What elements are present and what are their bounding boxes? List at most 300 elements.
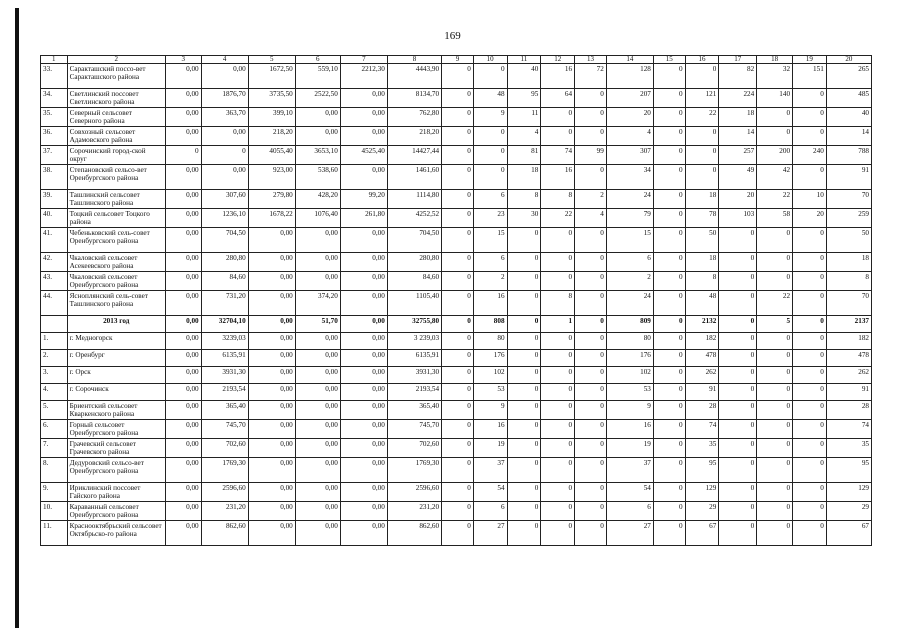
value-cell: 84,60 xyxy=(201,272,248,291)
table-row xyxy=(41,108,872,127)
value-cell: 0 xyxy=(575,272,607,291)
value-cell: 0 xyxy=(685,165,719,190)
value-cell: 0 xyxy=(757,458,793,483)
value-cell: 0 xyxy=(719,253,757,272)
value-cell: 32704,10 xyxy=(201,316,248,333)
value-cell: 0 xyxy=(653,483,685,502)
value-cell: 29 xyxy=(685,502,719,521)
value-cell: 0 xyxy=(793,165,827,190)
value-cell: 32 xyxy=(757,64,793,89)
value-cell: 0 xyxy=(575,420,607,439)
table-row xyxy=(41,458,872,483)
value-cell: 4 xyxy=(575,209,607,228)
value-cell: 79 xyxy=(606,209,653,228)
value-cell: 8134,70 xyxy=(387,89,441,108)
value-cell: 19 xyxy=(606,439,653,458)
value-cell: 0 xyxy=(575,350,607,367)
value-cell: 0 xyxy=(653,333,685,350)
value-cell: 1678,22 xyxy=(248,209,295,228)
value-cell: 23 xyxy=(473,209,507,228)
value-cell: 0,00 xyxy=(248,401,295,420)
value-cell: 0,00 xyxy=(165,253,201,272)
value-cell: 0 xyxy=(793,350,827,367)
value-cell: 0 xyxy=(757,228,793,253)
value-cell: 0 xyxy=(165,146,201,165)
value-cell: 478 xyxy=(826,350,871,367)
value-cell: 0 xyxy=(653,458,685,483)
value-cell: 3 239,03 xyxy=(387,333,441,350)
value-cell: 218,20 xyxy=(248,127,295,146)
value-cell: 0 xyxy=(575,228,607,253)
column-header-20: 20 xyxy=(826,56,871,64)
value-cell: 745,70 xyxy=(201,420,248,439)
value-cell: 0,00 xyxy=(340,483,387,502)
territory-name-cell: Сорочинский город-ской округ xyxy=(67,146,165,165)
value-cell: 0,00 xyxy=(340,384,387,401)
value-cell: 0,00 xyxy=(340,291,387,316)
value-cell: 0,00 xyxy=(295,502,340,521)
value-cell: 0 xyxy=(719,291,757,316)
value-cell: 102 xyxy=(606,367,653,384)
territory-name-cell: Чкаловский сельсовет Асекеевского района xyxy=(67,253,165,272)
territory-name-cell: Горный сельсовет Оренбургского района xyxy=(67,420,165,439)
value-cell: 29 xyxy=(826,502,871,521)
territory-name-cell: Чкаловский сельсовет Оренбургского района xyxy=(67,272,165,291)
value-cell: 0 xyxy=(757,108,793,127)
value-cell: 0 xyxy=(653,253,685,272)
value-cell: 74 xyxy=(826,420,871,439)
value-cell: 103 xyxy=(719,209,757,228)
value-cell: 0 xyxy=(442,350,474,367)
value-cell: 15 xyxy=(473,228,507,253)
value-cell: 0 xyxy=(719,350,757,367)
page-number: 169 xyxy=(444,30,461,42)
value-cell: 14427,44 xyxy=(387,146,441,165)
value-cell: 3931,30 xyxy=(387,367,441,384)
value-cell: 0 xyxy=(653,108,685,127)
table-row xyxy=(41,483,872,502)
value-cell: 0 xyxy=(719,384,757,401)
value-cell: 0 xyxy=(757,333,793,350)
value-cell: 3239,03 xyxy=(201,333,248,350)
value-cell: 923,00 xyxy=(248,165,295,190)
value-cell: 259 xyxy=(826,209,871,228)
column-header-1: 1 xyxy=(41,56,68,64)
territory-name-cell: г. Оренбург xyxy=(67,350,165,367)
territory-name-cell: г. Медногорск xyxy=(67,333,165,350)
value-cell: 32755,80 xyxy=(387,316,441,333)
column-header-5: 5 xyxy=(248,56,295,64)
value-cell: 0 xyxy=(757,420,793,439)
territory-name-cell: г. Орск xyxy=(67,367,165,384)
value-cell: 70 xyxy=(826,291,871,316)
value-cell: 0,00 xyxy=(295,272,340,291)
table-row xyxy=(41,521,872,546)
value-cell: 0,00 xyxy=(248,316,295,333)
value-cell: 22 xyxy=(685,108,719,127)
value-cell: 51,70 xyxy=(295,316,340,333)
table-row xyxy=(41,333,872,350)
value-cell: 0 xyxy=(507,483,541,502)
row-number-cell: 43. xyxy=(41,272,68,291)
value-cell: 0,00 xyxy=(340,127,387,146)
row-number-cell: 34. xyxy=(41,89,68,108)
value-cell: 3735,50 xyxy=(248,89,295,108)
value-cell: 0 xyxy=(653,89,685,108)
value-cell: 0 xyxy=(719,521,757,546)
value-cell: 151 xyxy=(793,64,827,89)
value-cell: 0 xyxy=(575,502,607,521)
value-cell: 0,00 xyxy=(165,333,201,350)
value-cell: 0 xyxy=(575,367,607,384)
value-cell: 0 xyxy=(442,384,474,401)
table-row xyxy=(41,272,872,291)
value-cell: 0 xyxy=(719,502,757,521)
column-header-12: 12 xyxy=(541,56,575,64)
value-cell: 1876,70 xyxy=(201,89,248,108)
value-cell: 176 xyxy=(473,350,507,367)
value-cell: 231,20 xyxy=(201,502,248,521)
value-cell: 0,00 xyxy=(165,89,201,108)
data-table xyxy=(40,55,872,546)
column-header-10: 10 xyxy=(473,56,507,64)
value-cell: 0 xyxy=(442,108,474,127)
value-cell: 0,00 xyxy=(295,483,340,502)
value-cell: 78 xyxy=(685,209,719,228)
value-cell: 80 xyxy=(473,333,507,350)
value-cell: 0 xyxy=(653,439,685,458)
territory-name-cell: г. Сорочинск xyxy=(67,384,165,401)
value-cell: 262 xyxy=(685,367,719,384)
value-cell: 218,20 xyxy=(387,127,441,146)
value-cell: 0,00 xyxy=(201,64,248,89)
value-cell: 0,00 xyxy=(340,401,387,420)
value-cell: 84,60 xyxy=(387,272,441,291)
value-cell: 0,00 xyxy=(340,502,387,521)
value-cell: 0 xyxy=(507,316,541,333)
value-cell: 2596,60 xyxy=(387,483,441,502)
value-cell: 0 xyxy=(653,502,685,521)
value-cell: 95 xyxy=(826,458,871,483)
value-cell: 6135,91 xyxy=(387,350,441,367)
value-cell: 18 xyxy=(719,108,757,127)
value-cell: 0 xyxy=(507,401,541,420)
value-cell: 0,00 xyxy=(248,521,295,546)
value-cell: 22 xyxy=(757,291,793,316)
value-cell: 1105,40 xyxy=(387,291,441,316)
table-row xyxy=(41,64,872,89)
value-cell: 0 xyxy=(793,127,827,146)
value-cell: 0,00 xyxy=(340,420,387,439)
table-row xyxy=(41,228,872,253)
value-cell: 30 xyxy=(507,209,541,228)
value-cell: 0 xyxy=(719,333,757,350)
value-cell: 0 xyxy=(442,64,474,89)
value-cell: 0 xyxy=(793,272,827,291)
value-cell: 0,00 xyxy=(340,458,387,483)
value-cell: 1672,50 xyxy=(248,64,295,89)
row-number-cell: 36. xyxy=(41,127,68,146)
value-cell: 95 xyxy=(507,89,541,108)
value-cell: 0 xyxy=(793,253,827,272)
value-cell: 0,00 xyxy=(295,439,340,458)
value-cell: 0 xyxy=(575,291,607,316)
value-cell: 2 xyxy=(473,272,507,291)
value-cell: 1769,30 xyxy=(387,458,441,483)
value-cell: 0,00 xyxy=(165,190,201,209)
value-cell: 0 xyxy=(442,401,474,420)
column-header-9: 9 xyxy=(442,56,474,64)
value-cell: 0,00 xyxy=(165,350,201,367)
column-header-17: 17 xyxy=(719,56,757,64)
value-cell: 0 xyxy=(757,367,793,384)
value-cell: 28 xyxy=(685,401,719,420)
value-cell: 0 xyxy=(541,253,575,272)
value-cell: 0,00 xyxy=(165,367,201,384)
value-cell: 91 xyxy=(826,165,871,190)
value-cell: 0 xyxy=(507,420,541,439)
value-cell: 0,00 xyxy=(248,253,295,272)
value-cell: 6135,91 xyxy=(201,350,248,367)
column-header-8: 8 xyxy=(387,56,441,64)
value-cell: 0 xyxy=(653,209,685,228)
row-number-cell: 1. xyxy=(41,333,68,350)
territory-name-cell: Краснооктябрьский сельсовет Октябрьско-го района xyxy=(67,521,165,546)
row-number-cell: 8. xyxy=(41,458,68,483)
value-cell: 0 xyxy=(653,316,685,333)
value-cell: 14 xyxy=(719,127,757,146)
value-cell: 0 xyxy=(685,127,719,146)
table-row xyxy=(41,384,872,401)
value-cell: 2 xyxy=(575,190,607,209)
value-cell: 1769,30 xyxy=(201,458,248,483)
value-cell: 0 xyxy=(541,483,575,502)
row-number-cell: 4. xyxy=(41,384,68,401)
value-cell: 731,20 xyxy=(201,291,248,316)
value-cell: 0 xyxy=(442,367,474,384)
value-cell: 0 xyxy=(442,502,474,521)
value-cell: 70 xyxy=(826,190,871,209)
value-cell: 99,20 xyxy=(340,190,387,209)
value-cell: 16 xyxy=(473,291,507,316)
value-cell: 0,00 xyxy=(248,502,295,521)
value-cell: 129 xyxy=(826,483,871,502)
value-cell: 0 xyxy=(575,458,607,483)
value-cell: 53 xyxy=(473,384,507,401)
table-row xyxy=(41,291,872,316)
value-cell: 67 xyxy=(826,521,871,546)
value-cell: 0 xyxy=(507,253,541,272)
value-cell: 0 xyxy=(473,64,507,89)
territory-name-cell: Светлинский поссовет Светлинского района xyxy=(67,89,165,108)
column-number-row xyxy=(41,56,872,64)
value-cell: 0 xyxy=(541,367,575,384)
value-cell: 538,60 xyxy=(295,165,340,190)
value-cell: 0 xyxy=(442,458,474,483)
value-cell: 54 xyxy=(473,483,507,502)
value-cell: 0 xyxy=(442,89,474,108)
value-cell: 0,00 xyxy=(295,253,340,272)
table-row xyxy=(41,502,872,521)
value-cell: 0 xyxy=(507,458,541,483)
value-cell: 20 xyxy=(793,209,827,228)
territory-name-cell: Ириклинский поссовет Гайского района xyxy=(67,483,165,502)
value-cell: 0 xyxy=(507,439,541,458)
value-cell: 0,00 xyxy=(295,367,340,384)
value-cell: 0 xyxy=(653,401,685,420)
row-number-cell: 5. xyxy=(41,401,68,420)
value-cell: 5 xyxy=(757,316,793,333)
value-cell: 53 xyxy=(606,384,653,401)
value-cell: 399,10 xyxy=(248,108,295,127)
row-number-cell: 3. xyxy=(41,367,68,384)
value-cell: 0,00 xyxy=(340,333,387,350)
value-cell: 0,00 xyxy=(340,108,387,127)
value-cell: 0 xyxy=(793,333,827,350)
value-cell: 0 xyxy=(653,272,685,291)
value-cell: 0 xyxy=(541,439,575,458)
value-cell: 0 xyxy=(653,384,685,401)
column-header-15: 15 xyxy=(653,56,685,64)
value-cell: 0 xyxy=(793,502,827,521)
row-number-cell: 37. xyxy=(41,146,68,165)
value-cell: 0 xyxy=(757,272,793,291)
value-cell: 0,00 xyxy=(165,401,201,420)
value-cell: 0 xyxy=(653,127,685,146)
value-cell: 19 xyxy=(473,439,507,458)
value-cell: 0 xyxy=(793,291,827,316)
value-cell: 50 xyxy=(685,228,719,253)
value-cell: 0 xyxy=(575,165,607,190)
value-cell: 0 xyxy=(757,502,793,521)
value-cell: 0 xyxy=(719,483,757,502)
value-cell: 28 xyxy=(826,401,871,420)
value-cell: 0 xyxy=(757,127,793,146)
table-row xyxy=(41,350,872,367)
table-row xyxy=(41,253,872,272)
value-cell: 0 xyxy=(653,350,685,367)
value-cell: 0,00 xyxy=(248,291,295,316)
value-cell: 0,00 xyxy=(340,316,387,333)
value-cell: 54 xyxy=(606,483,653,502)
value-cell: 2193,54 xyxy=(201,384,248,401)
value-cell: 0 xyxy=(719,367,757,384)
value-cell: 18 xyxy=(685,253,719,272)
value-cell: 34 xyxy=(606,165,653,190)
value-cell: 0 xyxy=(653,367,685,384)
value-cell: 18 xyxy=(685,190,719,209)
value-cell: 16 xyxy=(606,420,653,439)
value-cell: 2193,54 xyxy=(387,384,441,401)
value-cell: 0,00 xyxy=(165,420,201,439)
value-cell: 280,80 xyxy=(201,253,248,272)
value-cell: 0 xyxy=(575,333,607,350)
value-cell: 0 xyxy=(793,483,827,502)
value-cell: 788 xyxy=(826,146,871,165)
value-cell: 0 xyxy=(473,127,507,146)
value-cell: 365,40 xyxy=(387,401,441,420)
value-cell: 224 xyxy=(719,89,757,108)
value-cell: 702,60 xyxy=(201,439,248,458)
territory-name-cell: Северный сельсовет Северного района xyxy=(67,108,165,127)
value-cell: 0 xyxy=(507,502,541,521)
value-cell: 0 xyxy=(507,521,541,546)
column-header-13: 13 xyxy=(575,56,607,64)
row-number-cell: 2. xyxy=(41,350,68,367)
value-cell: 0 xyxy=(793,89,827,108)
value-cell: 0,00 xyxy=(165,108,201,127)
value-cell: 129 xyxy=(685,483,719,502)
value-cell: 16 xyxy=(541,165,575,190)
value-cell: 0 xyxy=(793,228,827,253)
value-cell: 0 xyxy=(541,228,575,253)
value-cell: 0 xyxy=(442,333,474,350)
value-cell: 0 xyxy=(719,439,757,458)
value-cell: 128 xyxy=(606,64,653,89)
value-cell: 0 xyxy=(793,458,827,483)
value-cell: 0 xyxy=(507,333,541,350)
value-cell: 0 xyxy=(442,165,474,190)
value-cell: 37 xyxy=(606,458,653,483)
value-cell: 0,00 xyxy=(295,401,340,420)
value-cell: 207 xyxy=(606,89,653,108)
value-cell: 0 xyxy=(442,420,474,439)
value-cell: 0 xyxy=(653,291,685,316)
value-cell: 99 xyxy=(575,146,607,165)
value-cell: 67 xyxy=(685,521,719,546)
value-cell: 0,00 xyxy=(165,64,201,89)
column-header-16: 16 xyxy=(685,56,719,64)
value-cell: 0 xyxy=(442,439,474,458)
value-cell: 0 xyxy=(201,146,248,165)
value-cell: 0,00 xyxy=(248,367,295,384)
value-cell: 257 xyxy=(719,146,757,165)
territory-name-cell: Дедуровский сельсо-вет Оренбургского района xyxy=(67,458,165,483)
value-cell: 0 xyxy=(575,127,607,146)
territory-name-cell: Караванный сельсовет Оренбургского района xyxy=(67,502,165,521)
value-cell: 704,50 xyxy=(201,228,248,253)
column-header-18: 18 xyxy=(757,56,793,64)
value-cell: 102 xyxy=(473,367,507,384)
value-cell: 0 xyxy=(653,521,685,546)
value-cell: 428,20 xyxy=(295,190,340,209)
row-number-cell: 9. xyxy=(41,483,68,502)
value-cell: 27 xyxy=(473,521,507,546)
value-cell: 4525,40 xyxy=(340,146,387,165)
value-cell: 0 xyxy=(507,350,541,367)
value-cell: 6 xyxy=(606,502,653,521)
value-cell: 0 xyxy=(757,350,793,367)
value-cell: 8 xyxy=(685,272,719,291)
value-cell: 0,00 xyxy=(248,272,295,291)
row-number-cell: 38. xyxy=(41,165,68,190)
value-cell: 0,00 xyxy=(165,272,201,291)
value-cell: 0 xyxy=(685,146,719,165)
value-cell: 0 xyxy=(793,521,827,546)
value-cell: 0 xyxy=(757,521,793,546)
territory-name-cell: Степановский сельсо-вет Оренбургского района xyxy=(67,165,165,190)
row-number-cell: 42. xyxy=(41,253,68,272)
value-cell: 2 xyxy=(606,272,653,291)
row-number-cell: 6. xyxy=(41,420,68,439)
value-cell: 8 xyxy=(507,190,541,209)
value-cell: 0 xyxy=(653,165,685,190)
value-cell: 0,00 xyxy=(201,165,248,190)
value-cell: 24 xyxy=(606,190,653,209)
value-cell: 0 xyxy=(719,228,757,253)
value-cell: 0,00 xyxy=(340,521,387,546)
value-cell: 176 xyxy=(606,350,653,367)
